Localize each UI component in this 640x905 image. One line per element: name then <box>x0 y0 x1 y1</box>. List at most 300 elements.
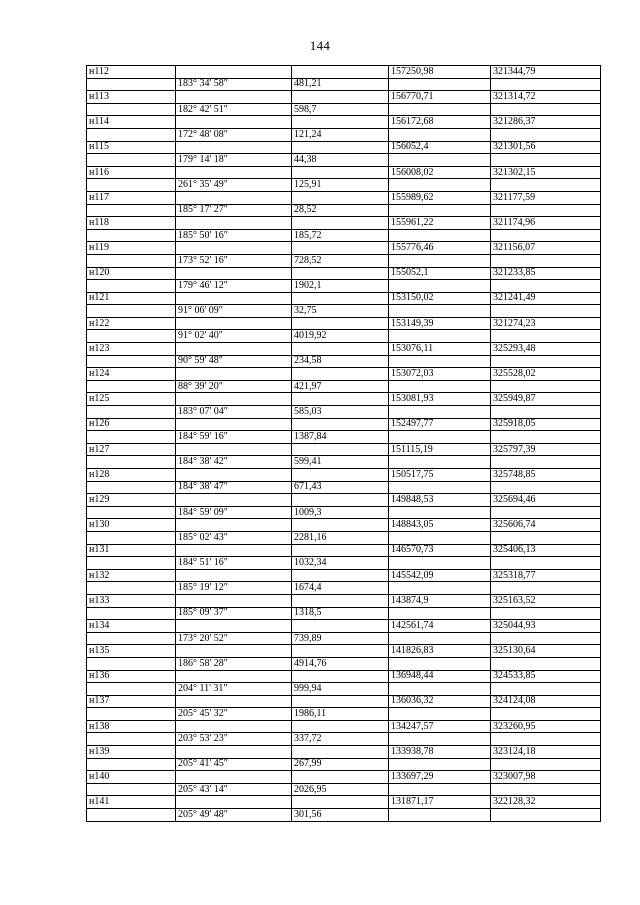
direction-angle-cell: 261° 35' 49" <box>176 179 292 192</box>
point-name-cell <box>87 809 176 822</box>
direction-angle-cell: 185° 19' 12" <box>176 582 292 595</box>
distance-cell: 598,7 <box>292 103 389 116</box>
x-coordinate-cell: 136036,32 <box>389 695 491 708</box>
y-coordinate-cell <box>491 809 601 822</box>
direction-angle-cell <box>176 771 292 784</box>
segment-row <box>87 431 601 444</box>
segment-row <box>87 128 601 141</box>
y-coordinate-cell <box>491 204 601 217</box>
direction-angle-cell <box>176 569 292 582</box>
point-name-cell: н141 <box>87 796 176 809</box>
point-name-cell <box>87 557 176 570</box>
point-row <box>87 519 601 532</box>
distance-cell: 32,75 <box>292 305 389 318</box>
point-name-cell: н115 <box>87 141 176 154</box>
y-coordinate-cell: 321302,15 <box>491 166 601 179</box>
direction-angle-cell: 91° 02' 40" <box>176 330 292 343</box>
y-coordinate-cell <box>491 557 601 570</box>
point-row <box>87 746 601 759</box>
distance-cell: 671,43 <box>292 481 389 494</box>
point-row <box>87 217 601 230</box>
distance-cell <box>292 519 389 532</box>
point-name-cell: н139 <box>87 746 176 759</box>
y-coordinate-cell <box>491 506 601 519</box>
y-coordinate-cell <box>491 179 601 192</box>
y-coordinate-cell <box>491 733 601 746</box>
segment-row <box>87 783 601 796</box>
x-coordinate-cell <box>389 683 491 696</box>
y-coordinate-cell: 323124,18 <box>491 746 601 759</box>
distance-cell <box>292 796 389 809</box>
distance-cell: 125,91 <box>292 179 389 192</box>
direction-angle-cell <box>176 191 292 204</box>
x-coordinate-cell <box>389 506 491 519</box>
y-coordinate-cell <box>491 708 601 721</box>
segment-row <box>87 557 601 570</box>
x-coordinate-cell <box>389 758 491 771</box>
y-coordinate-cell: 325130,64 <box>491 645 601 658</box>
point-name-cell <box>87 355 176 368</box>
boundary-points-table <box>86 65 601 822</box>
y-coordinate-cell: 325293,48 <box>491 343 601 356</box>
point-name-cell: н131 <box>87 544 176 557</box>
x-coordinate-cell: 153072,03 <box>389 368 491 381</box>
y-coordinate-cell: 324124,08 <box>491 695 601 708</box>
point-name-cell <box>87 708 176 721</box>
point-name-cell <box>87 758 176 771</box>
segment-row <box>87 758 601 771</box>
point-name-cell <box>87 506 176 519</box>
point-name-cell: н127 <box>87 443 176 456</box>
x-coordinate-cell <box>389 557 491 570</box>
x-coordinate-cell: 141826,83 <box>389 645 491 658</box>
y-coordinate-cell <box>491 431 601 444</box>
y-coordinate-cell: 325528,02 <box>491 368 601 381</box>
x-coordinate-cell <box>389 406 491 419</box>
point-name-cell <box>87 128 176 141</box>
segment-row <box>87 78 601 91</box>
distance-cell <box>292 393 389 406</box>
x-coordinate-cell <box>389 657 491 670</box>
distance-cell: 44,38 <box>292 154 389 167</box>
segment-row <box>87 154 601 167</box>
segment-row <box>87 355 601 368</box>
point-name-cell <box>87 254 176 267</box>
y-coordinate-cell: 325044,93 <box>491 620 601 633</box>
direction-angle-cell <box>176 166 292 179</box>
point-name-cell: н136 <box>87 670 176 683</box>
x-coordinate-cell <box>389 607 491 620</box>
direction-angle-cell <box>176 343 292 356</box>
direction-angle-cell <box>176 66 292 79</box>
point-row <box>87 343 601 356</box>
distance-cell: 267,99 <box>292 758 389 771</box>
point-name-cell: н138 <box>87 720 176 733</box>
segment-row <box>87 380 601 393</box>
point-name-cell: н124 <box>87 368 176 381</box>
distance-cell: 337,72 <box>292 733 389 746</box>
point-name-cell: н125 <box>87 393 176 406</box>
distance-cell: 599,41 <box>292 456 389 469</box>
x-coordinate-cell: 133697,29 <box>389 771 491 784</box>
direction-angle-cell <box>176 443 292 456</box>
segment-row <box>87 683 601 696</box>
x-coordinate-cell <box>389 708 491 721</box>
x-coordinate-cell: 153150,02 <box>389 292 491 305</box>
point-row <box>87 771 601 784</box>
segment-row <box>87 305 601 318</box>
y-coordinate-cell: 321286,37 <box>491 116 601 129</box>
point-name-cell <box>87 683 176 696</box>
y-coordinate-cell: 322128,32 <box>491 796 601 809</box>
distance-cell: 1674,4 <box>292 582 389 595</box>
distance-cell <box>292 166 389 179</box>
x-coordinate-cell <box>389 78 491 91</box>
direction-angle-cell: 185° 09' 37" <box>176 607 292 620</box>
x-coordinate-cell: 156172,68 <box>389 116 491 129</box>
x-coordinate-cell <box>389 456 491 469</box>
distance-cell <box>292 594 389 607</box>
point-name-cell: н118 <box>87 217 176 230</box>
point-name-cell: н123 <box>87 343 176 356</box>
page-number: 144 <box>309 38 331 53</box>
x-coordinate-cell: 148843,05 <box>389 519 491 532</box>
point-row <box>87 620 601 633</box>
x-coordinate-cell <box>389 783 491 796</box>
direction-angle-cell <box>176 544 292 557</box>
distance-cell <box>292 343 389 356</box>
x-coordinate-cell <box>389 179 491 192</box>
point-row <box>87 191 601 204</box>
y-coordinate-cell: 325918,05 <box>491 418 601 431</box>
point-name-cell: н134 <box>87 620 176 633</box>
x-coordinate-cell <box>389 733 491 746</box>
y-coordinate-cell <box>491 582 601 595</box>
x-coordinate-cell <box>389 481 491 494</box>
distance-cell: 4914,76 <box>292 657 389 670</box>
point-name-cell: н133 <box>87 594 176 607</box>
point-name-cell <box>87 733 176 746</box>
y-coordinate-cell: 321174,96 <box>491 217 601 230</box>
direction-angle-cell: 186° 58' 28" <box>176 657 292 670</box>
x-coordinate-cell <box>389 380 491 393</box>
x-coordinate-cell <box>389 355 491 368</box>
direction-angle-cell <box>176 418 292 431</box>
y-coordinate-cell: 321177,59 <box>491 191 601 204</box>
direction-angle-cell: 204° 11' 31" <box>176 683 292 696</box>
segment-row <box>87 204 601 217</box>
distance-cell: 1387,84 <box>292 431 389 444</box>
segment-row <box>87 229 601 242</box>
direction-angle-cell <box>176 368 292 381</box>
x-coordinate-cell: 149848,53 <box>389 494 491 507</box>
distance-cell <box>292 544 389 557</box>
segment-row <box>87 280 601 293</box>
distance-cell <box>292 670 389 683</box>
x-coordinate-cell: 134247,57 <box>389 720 491 733</box>
direction-angle-cell <box>176 141 292 154</box>
y-coordinate-cell <box>491 607 601 620</box>
distance-cell: 1009,3 <box>292 506 389 519</box>
distance-cell <box>292 746 389 759</box>
point-name-cell: н140 <box>87 771 176 784</box>
x-coordinate-cell <box>389 330 491 343</box>
direction-angle-cell <box>176 116 292 129</box>
segment-row <box>87 632 601 645</box>
y-coordinate-cell <box>491 305 601 318</box>
direction-angle-cell: 172° 48' 08" <box>176 128 292 141</box>
x-coordinate-cell: 156770,71 <box>389 91 491 104</box>
x-coordinate-cell: 131871,17 <box>389 796 491 809</box>
direction-angle-cell: 179° 46' 12" <box>176 280 292 293</box>
point-row <box>87 368 601 381</box>
direction-angle-cell: 185° 02' 43" <box>176 531 292 544</box>
direction-angle-cell <box>176 594 292 607</box>
distance-cell <box>292 695 389 708</box>
direction-angle-cell: 173° 20' 52" <box>176 632 292 645</box>
direction-angle-cell <box>176 645 292 658</box>
point-row <box>87 267 601 280</box>
distance-cell <box>292 91 389 104</box>
point-name-cell <box>87 531 176 544</box>
point-name-cell <box>87 481 176 494</box>
x-coordinate-cell: 155989,62 <box>389 191 491 204</box>
distance-cell: 728,52 <box>292 254 389 267</box>
distance-cell <box>292 418 389 431</box>
direction-angle-cell: 185° 50' 16" <box>176 229 292 242</box>
point-row <box>87 594 601 607</box>
point-row <box>87 242 601 255</box>
direction-angle-cell <box>176 217 292 230</box>
segment-row <box>87 330 601 343</box>
point-row <box>87 116 601 129</box>
segment-row <box>87 481 601 494</box>
x-coordinate-cell <box>389 431 491 444</box>
segment-row <box>87 733 601 746</box>
point-name-cell <box>87 456 176 469</box>
direction-angle-cell: 184° 51' 16" <box>176 557 292 570</box>
segment-row <box>87 456 601 469</box>
direction-angle-cell <box>176 746 292 759</box>
distance-cell <box>292 494 389 507</box>
point-name-cell: н130 <box>87 519 176 532</box>
x-coordinate-cell <box>389 809 491 822</box>
point-name-cell <box>87 179 176 192</box>
point-name-cell: н122 <box>87 317 176 330</box>
y-coordinate-cell <box>491 78 601 91</box>
x-coordinate-cell: 145542,09 <box>389 569 491 582</box>
y-coordinate-cell: 323260,95 <box>491 720 601 733</box>
y-coordinate-cell <box>491 406 601 419</box>
point-row <box>87 418 601 431</box>
y-coordinate-cell: 324533,85 <box>491 670 601 683</box>
x-coordinate-cell <box>389 204 491 217</box>
segment-row <box>87 179 601 192</box>
x-coordinate-cell: 153149,39 <box>389 317 491 330</box>
point-name-cell: н126 <box>87 418 176 431</box>
y-coordinate-cell: 321274,23 <box>491 317 601 330</box>
y-coordinate-cell: 325606,74 <box>491 519 601 532</box>
segment-row <box>87 582 601 595</box>
point-name-cell <box>87 783 176 796</box>
x-coordinate-cell <box>389 128 491 141</box>
x-coordinate-cell <box>389 280 491 293</box>
point-name-cell <box>87 280 176 293</box>
x-coordinate-cell: 155961,22 <box>389 217 491 230</box>
direction-angle-cell: 185° 17' 27" <box>176 204 292 217</box>
direction-angle-cell <box>176 393 292 406</box>
point-row <box>87 66 601 79</box>
direction-angle-cell <box>176 695 292 708</box>
y-coordinate-cell: 325748,85 <box>491 469 601 482</box>
direction-angle-cell: 184° 59' 16" <box>176 431 292 444</box>
x-coordinate-cell: 150517,75 <box>389 469 491 482</box>
x-coordinate-cell <box>389 632 491 645</box>
point-row <box>87 544 601 557</box>
y-coordinate-cell: 325318,77 <box>491 569 601 582</box>
point-name-cell <box>87 305 176 318</box>
direction-angle-cell <box>176 292 292 305</box>
point-name-cell: н129 <box>87 494 176 507</box>
y-coordinate-cell: 321233,85 <box>491 267 601 280</box>
direction-angle-cell <box>176 317 292 330</box>
distance-cell <box>292 771 389 784</box>
direction-angle-cell <box>176 242 292 255</box>
segment-row <box>87 809 601 822</box>
point-name-cell: н128 <box>87 469 176 482</box>
y-coordinate-cell <box>491 380 601 393</box>
direction-angle-cell: 182° 42' 51" <box>176 103 292 116</box>
direction-angle-cell: 184° 59' 09" <box>176 506 292 519</box>
y-coordinate-cell: 321314,72 <box>491 91 601 104</box>
point-name-cell: н132 <box>87 569 176 582</box>
direction-angle-cell <box>176 670 292 683</box>
distance-cell <box>292 217 389 230</box>
distance-cell: 4019,92 <box>292 330 389 343</box>
x-coordinate-cell <box>389 254 491 267</box>
x-coordinate-cell: 157250,98 <box>389 66 491 79</box>
y-coordinate-cell <box>491 531 601 544</box>
point-name-cell: н120 <box>87 267 176 280</box>
distance-cell <box>292 267 389 280</box>
distance-cell <box>292 66 389 79</box>
y-coordinate-cell <box>491 330 601 343</box>
x-coordinate-cell <box>389 103 491 116</box>
y-coordinate-cell <box>491 657 601 670</box>
direction-angle-cell: 179° 14' 18" <box>176 154 292 167</box>
point-name-cell <box>87 607 176 620</box>
distance-cell <box>292 569 389 582</box>
x-coordinate-cell: 156008,02 <box>389 166 491 179</box>
distance-cell <box>292 141 389 154</box>
distance-cell: 301,56 <box>292 809 389 822</box>
y-coordinate-cell: 321156,07 <box>491 242 601 255</box>
point-name-cell: н114 <box>87 116 176 129</box>
direction-angle-cell <box>176 620 292 633</box>
direction-angle-cell: 91° 06' 09" <box>176 305 292 318</box>
x-coordinate-cell: 152497,77 <box>389 418 491 431</box>
x-coordinate-cell <box>389 305 491 318</box>
y-coordinate-cell <box>491 456 601 469</box>
x-coordinate-cell <box>389 531 491 544</box>
x-coordinate-cell: 153076,11 <box>389 343 491 356</box>
point-row <box>87 720 601 733</box>
y-coordinate-cell <box>491 154 601 167</box>
point-row <box>87 292 601 305</box>
point-row <box>87 166 601 179</box>
point-row <box>87 91 601 104</box>
x-coordinate-cell: 155776,46 <box>389 242 491 255</box>
y-coordinate-cell <box>491 355 601 368</box>
distance-cell <box>292 469 389 482</box>
direction-angle-cell <box>176 796 292 809</box>
x-coordinate-cell: 136948,44 <box>389 670 491 683</box>
direction-angle-cell: 205° 41' 45" <box>176 758 292 771</box>
y-coordinate-cell <box>491 632 601 645</box>
distance-cell: 1032,34 <box>292 557 389 570</box>
point-row <box>87 796 601 809</box>
direction-angle-cell <box>176 91 292 104</box>
direction-angle-cell <box>176 519 292 532</box>
direction-angle-cell: 184° 38' 42" <box>176 456 292 469</box>
point-name-cell: н137 <box>87 695 176 708</box>
point-row <box>87 317 601 330</box>
y-coordinate-cell: 325406,13 <box>491 544 601 557</box>
direction-angle-cell: 205° 45' 32" <box>176 708 292 721</box>
distance-cell: 1902,1 <box>292 280 389 293</box>
x-coordinate-cell: 146570,73 <box>389 544 491 557</box>
y-coordinate-cell <box>491 783 601 796</box>
point-name-cell: н112 <box>87 66 176 79</box>
y-coordinate-cell <box>491 683 601 696</box>
direction-angle-cell: 183° 07' 04" <box>176 406 292 419</box>
direction-angle-cell: 205° 49' 48" <box>176 809 292 822</box>
distance-cell: 28,52 <box>292 204 389 217</box>
point-row <box>87 569 601 582</box>
x-coordinate-cell: 153081,93 <box>389 393 491 406</box>
point-name-cell: н116 <box>87 166 176 179</box>
point-name-cell: н119 <box>87 242 176 255</box>
distance-cell <box>292 191 389 204</box>
direction-angle-cell <box>176 469 292 482</box>
point-name-cell <box>87 431 176 444</box>
distance-cell: 739,89 <box>292 632 389 645</box>
direction-angle-cell: 90° 59' 48" <box>176 355 292 368</box>
distance-cell <box>292 645 389 658</box>
y-coordinate-cell <box>491 758 601 771</box>
point-name-cell <box>87 330 176 343</box>
x-coordinate-cell: 143874,9 <box>389 594 491 607</box>
point-name-cell <box>87 380 176 393</box>
distance-cell: 421,97 <box>292 380 389 393</box>
y-coordinate-cell: 323007,98 <box>491 771 601 784</box>
x-coordinate-cell: 142561,74 <box>389 620 491 633</box>
point-row <box>87 645 601 658</box>
y-coordinate-cell <box>491 481 601 494</box>
segment-row <box>87 657 601 670</box>
direction-angle-cell: 184° 38' 47" <box>176 481 292 494</box>
x-coordinate-cell: 156052,4 <box>389 141 491 154</box>
distance-cell <box>292 443 389 456</box>
distance-cell <box>292 368 389 381</box>
y-coordinate-cell <box>491 254 601 267</box>
direction-angle-cell <box>176 267 292 280</box>
direction-angle-cell: 205° 43' 14" <box>176 783 292 796</box>
distance-cell: 1986,11 <box>292 708 389 721</box>
point-row <box>87 443 601 456</box>
segment-row <box>87 406 601 419</box>
point-name-cell: н121 <box>87 292 176 305</box>
